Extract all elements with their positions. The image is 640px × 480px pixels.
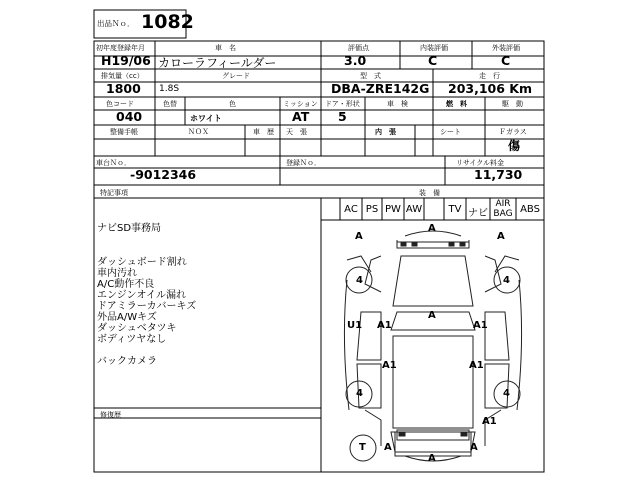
chassis-no-label: 車台Ｎｏ．	[96, 159, 131, 167]
interior-grade-label: 内装評価	[420, 44, 448, 52]
roof-outline	[393, 336, 473, 428]
fuel-label: 燃 料	[446, 100, 467, 108]
displacement-value: 1800	[106, 81, 141, 96]
drive-label: 駆 動	[502, 100, 523, 108]
grade-label: グレード	[222, 72, 250, 80]
equip-navi: ナビ	[468, 208, 488, 219]
damage-wheel-fl: 4	[356, 275, 363, 286]
remark-line: ドアミラーカバーキズ	[97, 301, 197, 312]
first-reg-label: 初年度登録年月	[96, 44, 145, 52]
lot-number: 1082	[141, 11, 194, 33]
color-label: 色	[229, 100, 236, 108]
remark-line: ボディツヤなし	[97, 334, 167, 345]
model-code-value: DBA-ZRE142G	[331, 81, 430, 96]
equip-abs: ABS	[520, 204, 540, 215]
remark-line: ダッシュボード割れ	[97, 257, 187, 268]
damage-left-side: U1	[347, 320, 363, 331]
mileage-value: 203,106 Km	[448, 81, 532, 96]
transmission-value: AT	[292, 109, 310, 124]
remarks-group-3	[97, 357, 157, 367]
remark-line: ナビSD事務局	[97, 223, 162, 234]
remark-line: バックカメラ	[97, 356, 157, 367]
damage-wheel-rr: 4	[503, 388, 510, 399]
damage-spare-tire: T	[359, 442, 366, 453]
damage-rear-right: A1	[482, 416, 497, 427]
equip-tv: TV	[448, 204, 462, 215]
damage-wheel-fr: 4	[503, 275, 510, 286]
displacement-label: 排気量（cc）	[101, 72, 144, 80]
grade-value: 1.8S	[159, 84, 180, 94]
damage-right-door-front: A1	[473, 320, 488, 331]
damage-roof: A	[428, 310, 436, 321]
first-reg-value: H19/06	[101, 53, 151, 68]
score-label: 評価点	[348, 44, 369, 52]
f-glass-value: 傷	[508, 139, 521, 153]
car-name-value: カローラフィールダー	[158, 56, 277, 70]
damage-front-right: A	[497, 231, 505, 242]
interior-grade-value: C	[428, 53, 438, 68]
f-glass-label: Ｆガラス	[499, 128, 527, 136]
damage-left-door-front: A1	[377, 320, 392, 331]
color-code-value: 040	[116, 109, 143, 124]
color-code-label: 色コード	[106, 100, 134, 108]
remarks-group-1	[97, 224, 161, 234]
chassis-no-value: -9012346	[130, 167, 197, 182]
equip-ac: AC	[344, 204, 358, 215]
score-value: 3.0	[344, 53, 367, 68]
hood-outline	[393, 256, 473, 306]
mileage-label: 走 行	[479, 72, 500, 80]
history-label: 車 歴	[253, 128, 274, 136]
lot-number-label: 出品Ｎｏ．	[97, 19, 135, 28]
remark-line: エンジンオイル漏れ	[97, 290, 186, 301]
damage-left-door-rear: A1	[382, 360, 397, 371]
damage-front-left: A	[355, 231, 363, 242]
inspection-label: 車 検	[387, 100, 408, 108]
equip-ps: PS	[365, 204, 379, 215]
damage-front-center: A	[428, 223, 436, 234]
model-code-label: 型 式	[360, 72, 381, 80]
headliner-label: 天 張	[286, 128, 307, 136]
door-shape-label: ドア・形状	[325, 100, 360, 108]
reg-no-label: 登録Ｎｏ．	[286, 159, 321, 167]
equipment-label: 装 備	[419, 189, 440, 197]
car-damage-diagram	[321, 220, 544, 472]
equip-aw: AW	[405, 204, 423, 215]
remarks-label: 特記事項	[100, 189, 128, 197]
seat-label: シート	[440, 128, 461, 136]
remark-line: 車内汚れ	[97, 268, 137, 279]
exterior-grade-value: C	[501, 53, 511, 68]
repair-history-label: 修復歴	[100, 411, 121, 419]
recycle-fee-value: 11,730	[474, 167, 523, 182]
remark-line: 外品A/Wキズ	[97, 312, 157, 323]
remarks-group-2	[97, 258, 196, 346]
transmission-label: ミッション	[283, 100, 318, 108]
interior-trim-label: 内 張	[375, 128, 396, 136]
color-change-label: 色替	[163, 100, 177, 108]
service-book-label: 整備手帳	[110, 128, 138, 136]
remark-line: A/C動作不良	[97, 279, 155, 290]
equip-pw: PW	[385, 204, 401, 215]
equip-airbag: AIR BAG	[493, 199, 513, 219]
damage-rear-right-2: A	[470, 442, 478, 453]
car-name-label: 車 名	[215, 44, 236, 52]
damage-rear-center: A	[428, 453, 436, 464]
damage-right-door-rear: A1	[469, 360, 484, 371]
color-value: ホワイト	[190, 114, 222, 123]
remark-line: ダッシュベタツキ	[97, 323, 177, 334]
damage-wheel-rl: 4	[356, 388, 363, 399]
exterior-grade-label: 外装評価	[492, 44, 520, 52]
nox-label: ＮＯＸ	[188, 128, 209, 136]
recycle-fee-label: リサイクル料金	[456, 159, 505, 167]
damage-rear-left: A	[384, 442, 392, 453]
door-shape-value: 5	[338, 109, 347, 124]
